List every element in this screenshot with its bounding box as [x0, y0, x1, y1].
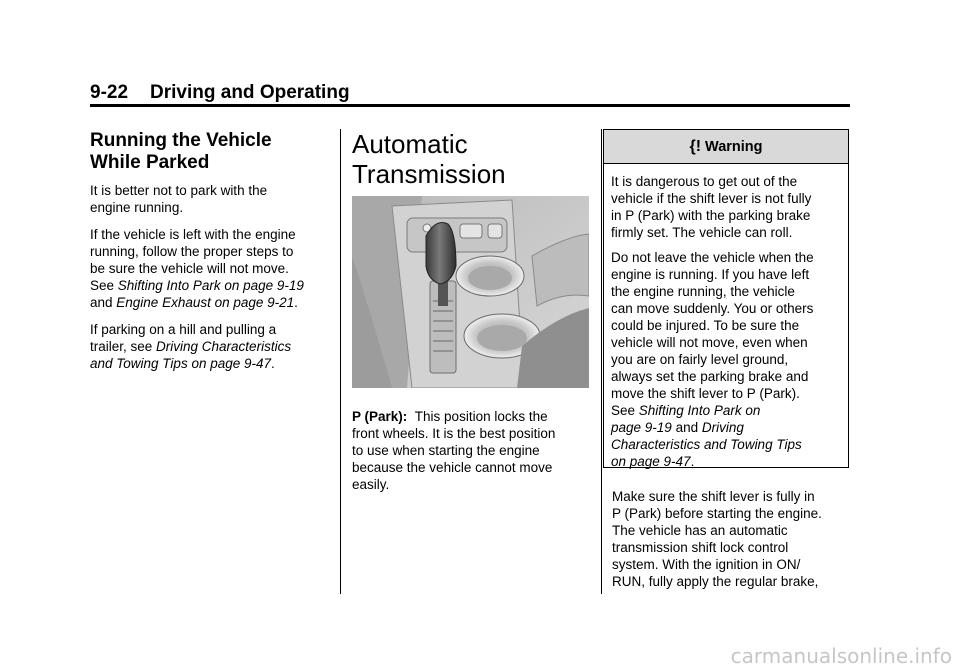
warning-icon: {! [689, 137, 702, 155]
watermark: carmanualsonline.info [730, 644, 952, 668]
paragraph: Make sure the shift lever is fully in P (Park) before starting the engine. The vehicle has an automatic transmission shift lock control system. With the ignition in ON/ RUN, fully apply the regular brake, [612, 489, 822, 589]
section-heading-automatic-transmission: Automatic Transmission [352, 129, 506, 189]
header-rule [90, 104, 850, 107]
cross-reference-link[interactable]: on page 9-47 [611, 454, 691, 469]
cross-reference-link[interactable]: and Towing Tips on page 9-47 [90, 356, 272, 371]
section-heading-running-parked: Running the Vehicle While Parked [90, 130, 272, 173]
page-number: 9-22 [90, 82, 129, 103]
warning-title: Warning [705, 138, 763, 155]
warning-body [604, 164, 848, 470]
paragraph: If parking on a hill and pulling a trailer, see Driving Characteristics and Towing Tips on page 9-47. [90, 322, 292, 371]
cross-reference-link[interactable]: Shifting Into Park on [638, 403, 761, 418]
cross-reference-link[interactable]: Shifting Into Park on page 9-19 [117, 278, 304, 293]
paragraph-park: P (Park): This position locks the front wheels. It is the best position to use when starting the engine because the vehicle cannot move easily. [352, 409, 556, 492]
cross-reference-link[interactable]: Engine Exhaust on page 9-21 [116, 295, 295, 310]
paragraph: It is better not to park with the engine running. [90, 183, 268, 215]
column-divider-2 [601, 129, 602, 594]
middle-column-body [352, 408, 592, 503]
term-label: P (Park): [352, 409, 408, 424]
warning-paragraph: It is dangerous to get out of the vehicle if the shift lever is not fully in P (Park) with the parking brake firmly set. The vehicle can roll. [611, 174, 812, 240]
cross-reference-link[interactable]: Characteristics and Towing Tips [611, 437, 802, 452]
cross-reference-link[interactable]: page 9-19 [611, 420, 672, 435]
cross-reference-link[interactable]: Driving Characteristics [156, 339, 292, 354]
warning-header [604, 130, 848, 164]
paragraph: If the vehicle is left with the engine running, follow the proper steps to be sure the vehicle will not move. See Shifting Into Park on page 9-19 and Engine Exhaust on page 9-21. [90, 227, 304, 310]
shift-lever-illustration [352, 196, 589, 388]
left-column [90, 130, 330, 382]
right-column-body [612, 488, 852, 600]
section-title: Driving and Operating [150, 82, 350, 103]
page-header [90, 82, 350, 104]
cross-reference-link[interactable]: Driving [701, 420, 744, 435]
warning-paragraph: Do not leave the vehicle when the engine is running. If you have left the engine running, the vehicle can move suddenly. You or others could be injured. To be sure the vehicle will not move, even when you are on fairly level ground, always set the parking brake and move the shift lever to P (Park). See Shifting Into Park on page 9-19 and Driving Characteristics and Towing Tips on page 9-47. [611, 250, 814, 469]
warning-box [603, 129, 849, 468]
middle-column-heading [352, 129, 592, 189]
column-divider-1 [340, 129, 341, 594]
